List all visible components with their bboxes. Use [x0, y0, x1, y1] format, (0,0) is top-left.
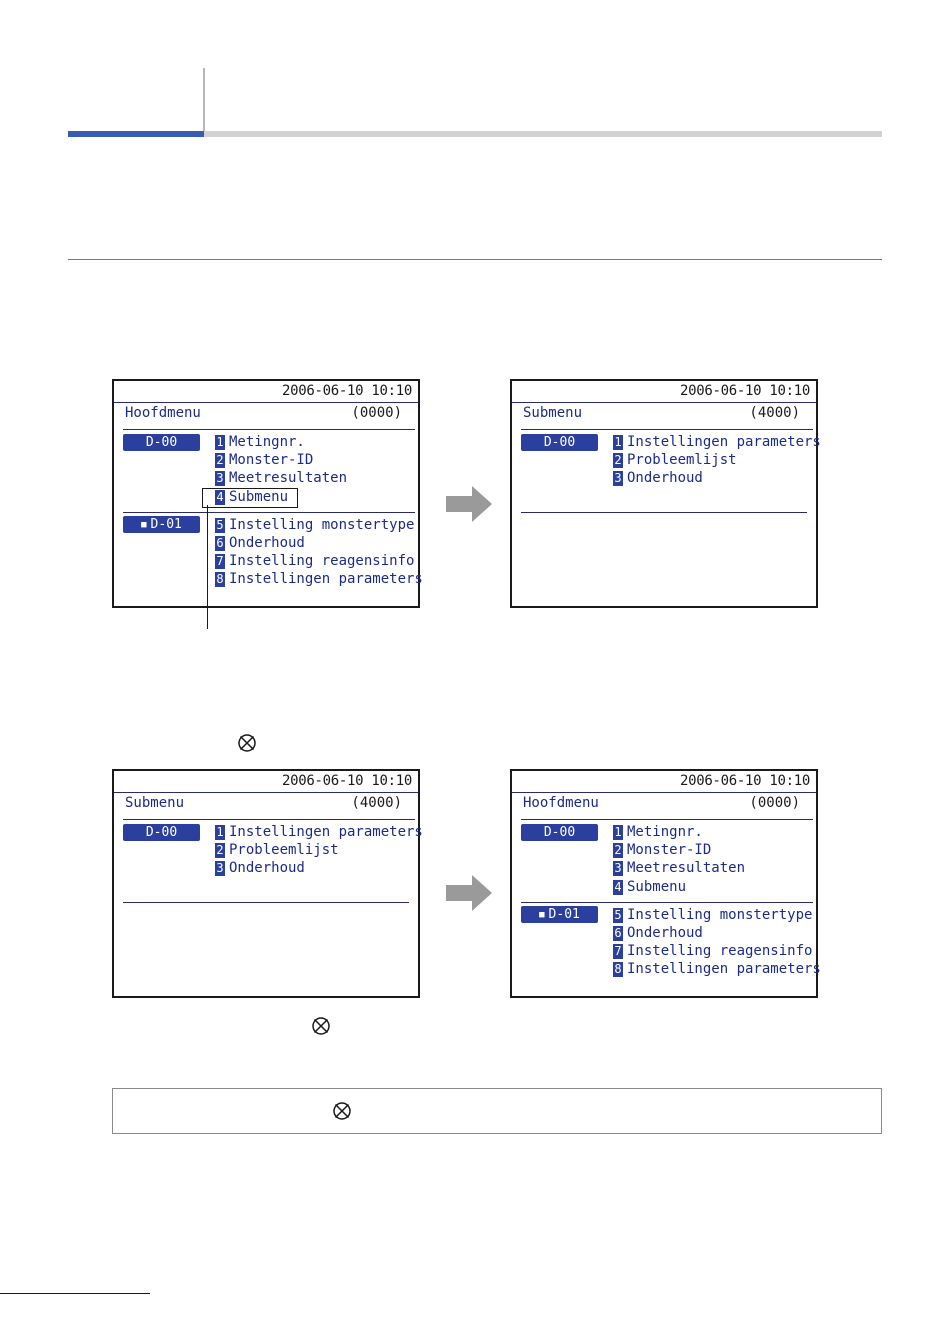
header-divider [203, 68, 205, 134]
screen-divider [521, 429, 813, 430]
menu-item-3[interactable]: 3 Meetresultaten [614, 860, 746, 876]
x-circle-key-icon [332, 1101, 352, 1121]
tag-d01: ■ D-01 [521, 906, 598, 923]
tag-d00: D-00 [521, 824, 598, 841]
screen-divider [123, 429, 415, 430]
tag-d00: D-00 [123, 434, 200, 451]
menu-item-1[interactable]: 1 Metingnr. [216, 434, 305, 450]
menu-item-3[interactable]: 3 Onderhoud [614, 470, 703, 486]
screen-divider [114, 792, 418, 793]
screen-title: Submenu [523, 405, 583, 421]
note-box [112, 1088, 882, 1134]
screen-divider [123, 902, 409, 903]
callout-line [207, 505, 208, 629]
menu-item-8[interactable]: 8 Instellingen parameters [216, 571, 423, 587]
screen-datetime: 2006-06-10 10:10 [281, 773, 412, 789]
screen-divider [512, 792, 816, 793]
tag-d00: D-00 [521, 434, 598, 451]
header-rule [204, 131, 882, 137]
screen-title: Submenu [125, 795, 185, 811]
screen-divider [123, 819, 415, 820]
screen-divider [521, 512, 807, 513]
menu-item-3[interactable]: 3 Meetresultaten [216, 470, 348, 486]
screen-title: Hoofdmenu [523, 795, 599, 811]
menu-item-7[interactable]: 7 Instelling reagensinfo [614, 943, 813, 959]
x-circle-key-icon [311, 1016, 331, 1036]
screen-divider [521, 819, 813, 820]
lcd-screen-main-menu [510, 769, 821, 998]
menu-item-6[interactable]: 6 Onderhoud [614, 925, 703, 941]
lcd-screen-submenu [112, 769, 423, 998]
x-circle-key-icon [237, 733, 257, 753]
menu-item-6[interactable]: 6 Onderhoud [216, 535, 305, 551]
lcd-screen-main-menu [112, 379, 423, 608]
menu-item-3[interactable]: 3 Onderhoud [216, 860, 305, 876]
menu-item-2[interactable]: 2 Probleemlijst [614, 452, 737, 468]
tag-d00: D-00 [123, 824, 200, 841]
screen-title: Hoofdmenu [125, 405, 201, 421]
screen-divider [512, 402, 816, 403]
menu-item-1[interactable]: 1 Instellingen parameters [614, 434, 821, 450]
menu-item-4[interactable]: 4 Submenu [614, 879, 687, 895]
screen-code: (0000) [351, 405, 402, 421]
screen-divider [114, 402, 418, 403]
screen-datetime: 2006-06-10 10:10 [679, 383, 810, 399]
menu-item-7[interactable]: 7 Instelling reagensinfo [216, 553, 415, 569]
right-arrow-icon [446, 486, 494, 522]
menu-item-5[interactable]: 5 Instelling monstertype [216, 517, 415, 533]
menu-item-5[interactable]: 5 Instelling monstertype [614, 907, 813, 923]
menu-item-1[interactable]: 1 Instellingen parameters [216, 824, 423, 840]
screen-datetime: 2006-06-10 10:10 [281, 383, 412, 399]
header-accent-bar [68, 131, 204, 137]
screen-code: (4000) [749, 405, 800, 421]
menu-item-2[interactable]: 2 Monster-ID [614, 842, 712, 858]
footer-rule [0, 1293, 150, 1294]
lcd-screen-submenu [510, 379, 821, 608]
highlight-box [202, 488, 298, 508]
screen-code: (0000) [749, 795, 800, 811]
tag-d01: ■ D-01 [123, 516, 200, 533]
screen-divider [123, 512, 415, 513]
menu-item-2[interactable]: 2 Monster-ID [216, 452, 314, 468]
screen-code: (4000) [351, 795, 402, 811]
menu-item-1[interactable]: 1 Metingnr. [614, 824, 703, 840]
right-arrow-icon [446, 875, 494, 911]
menu-item-8[interactable]: 8 Instellingen parameters [614, 961, 821, 977]
menu-item-4[interactable]: 4 Submenu [216, 489, 289, 505]
menu-item-2[interactable]: 2 Probleemlijst [216, 842, 339, 858]
section-rule [68, 259, 882, 260]
screen-datetime: 2006-06-10 10:10 [679, 773, 810, 789]
screen-divider [521, 902, 813, 903]
